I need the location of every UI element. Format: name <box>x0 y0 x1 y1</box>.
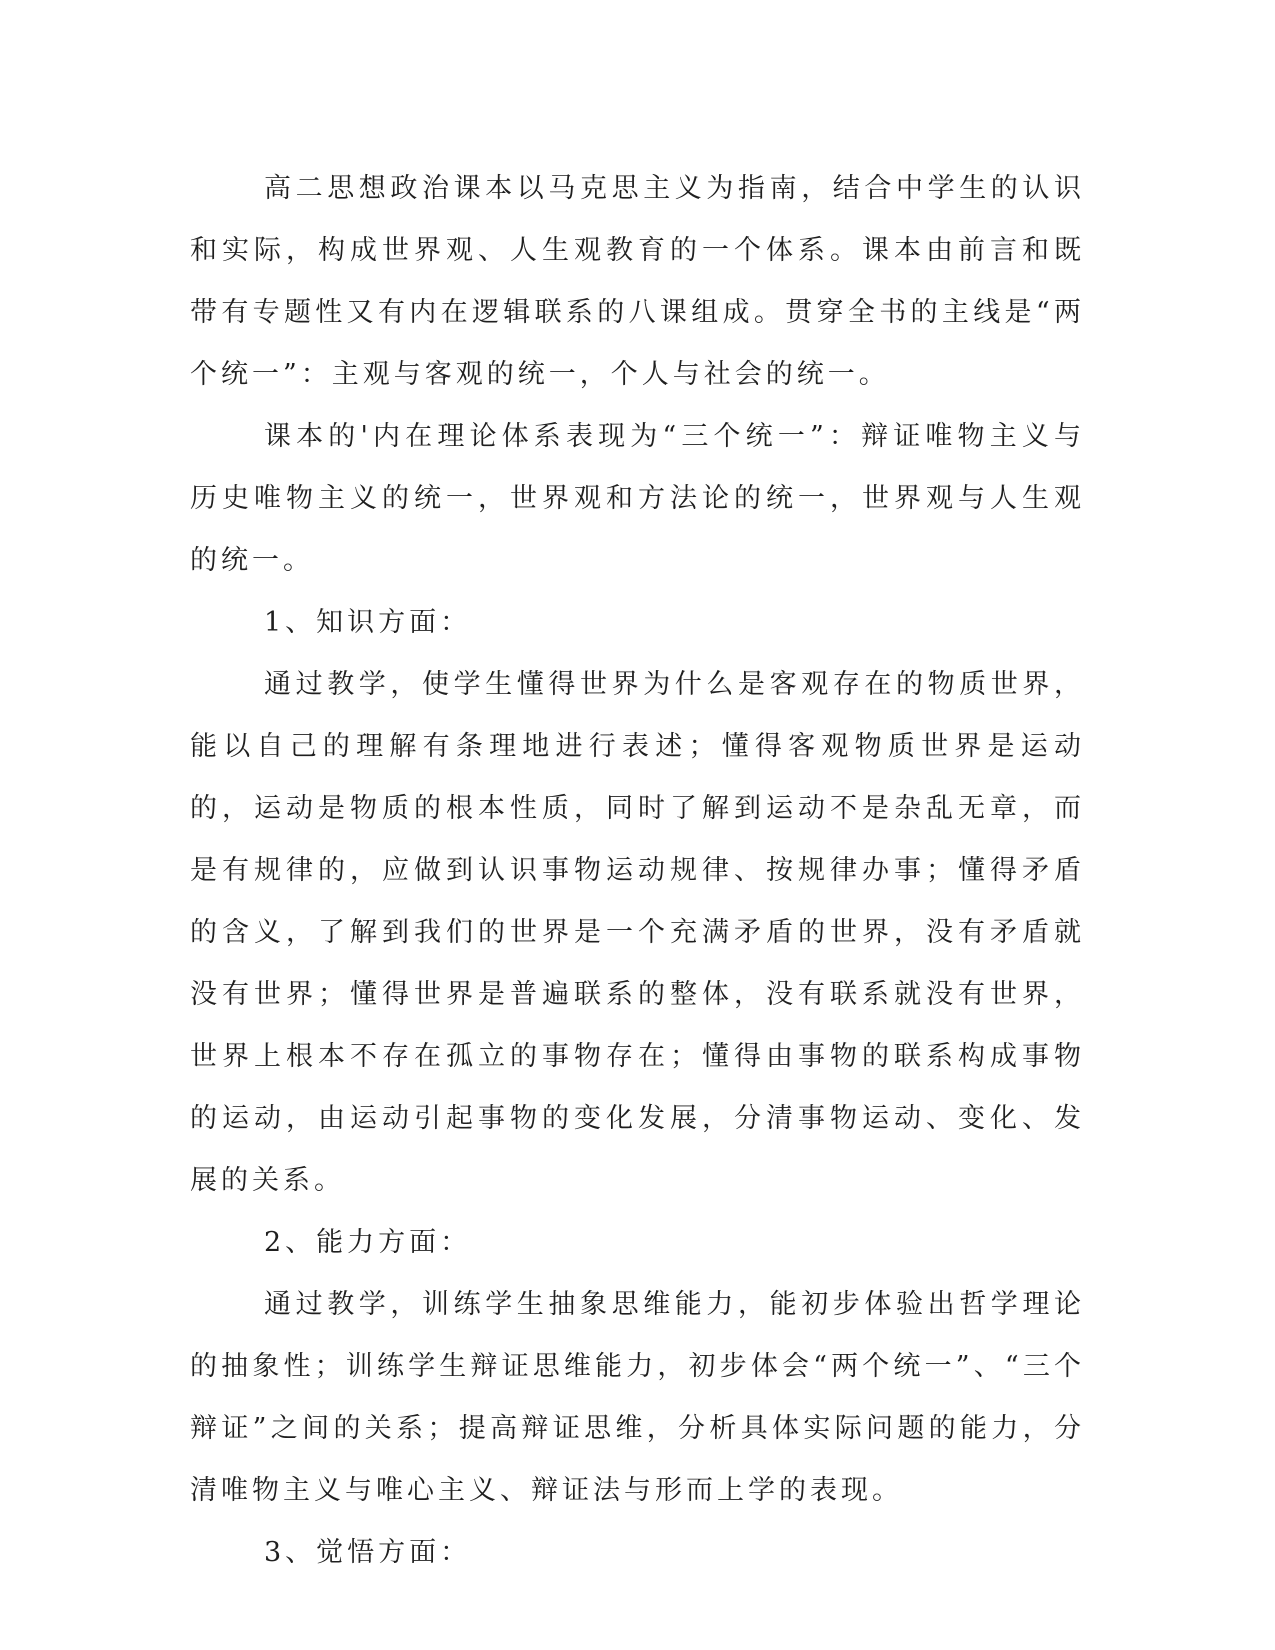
paragraph-ability: 通过教学，训练学生抽象思维能力，能初步体验出哲学理论的抽象性；训练学生辩证思维能力，初步体会“两个统一”、“三个辩证”之间的关系；提高辩证思维，分析具体实际问题的能力，分清唯物主义与唯心主义、辩证法与形而上学的表现。 <box>190 1289 1085 1506</box>
document-body <box>190 158 1085 1584</box>
paragraph-knowledge: 通过教学，使学生懂得世界为什么是客观存在的物质世界，能以自己的理解有条理地进行表述；懂得客观物质世界是运动的，运动是物质的根本性质，同时了解到运动不是杂乱无章，而是有规律的，应做到认识事物运动规律、按规律办事；懂得矛盾的含义，了解到我们的世界是一个充满矛盾的世界，没有矛盾就没有世界；懂得世界是普遍联系的整体，没有联系就没有世界，世界上根本不存在孤立的事物存在；懂得由事物的联系构成事物的运动，由运动引起事物的变化发展，分清事物运动、变化、发展的关系。 <box>190 669 1085 1196</box>
heading-ability: 2、能力方面： <box>264 1227 472 1258</box>
paragraph-intro: 高二思想政治课本以马克思主义为指南，结合中学生的认识和实际，构成世界观、人生观教育的一个体系。课本由前言和既带有专题性又有内在逻辑联系的八课组成。贯穿全书的主线是“两个统一”：主观与客观的统一，个人与社会的统一。 <box>190 173 1085 390</box>
heading-awareness: 3、觉悟方面： <box>264 1537 472 1568</box>
paragraph-theory-system: 课本的'内在理论体系表现为“三个统一”：辩证唯物主义与历史唯物主义的统一，世界观和方法论的统一，世界观与人生观的统一。 <box>190 421 1085 576</box>
heading-knowledge: 1、知识方面： <box>264 607 472 638</box>
